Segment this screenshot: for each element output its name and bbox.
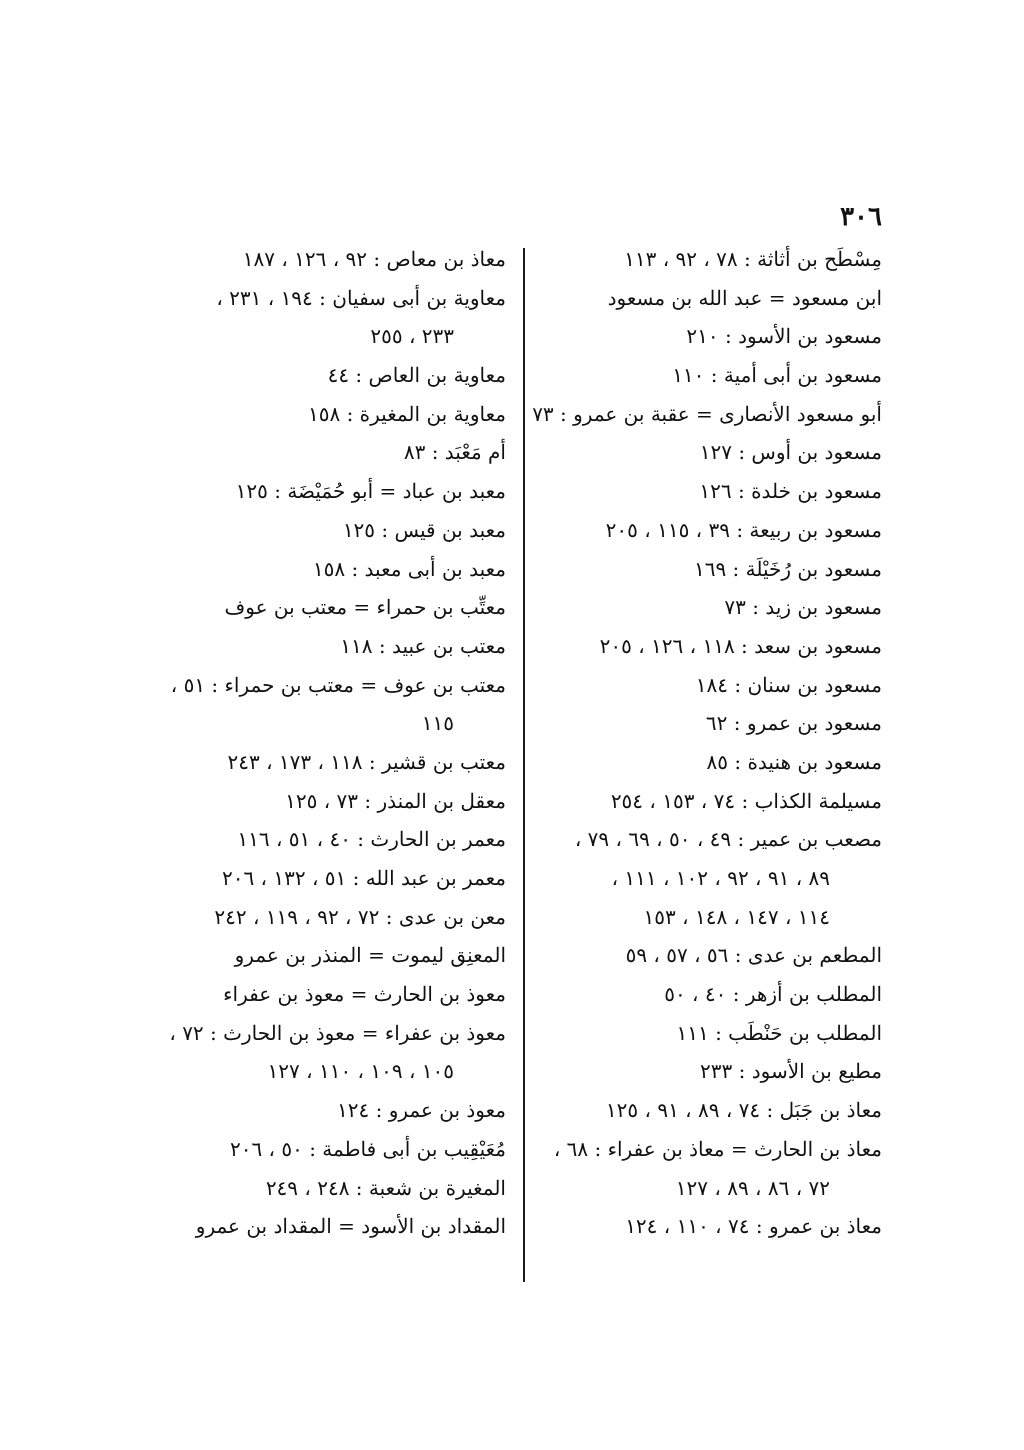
index-entry: معوذ بن الحارث = معوذ بن عفراء xyxy=(223,982,506,1007)
index-entry: ابن مسعود = عبد الله بن مسعود xyxy=(607,285,882,310)
index-entry: معقل بن المنذر : ٧٣ ، ١٢٥ xyxy=(285,788,506,813)
index-entry: المطعم بن عدى : ٥٦ ، ٥٧ ، ٥٩ xyxy=(625,943,882,968)
index-entry: معبد بن عباد = أبو حُمَيْضَة : ١٢٥ xyxy=(235,479,506,504)
index-entry: المطلب بن أزهر : ٤٠ ، ٥٠ xyxy=(664,982,882,1007)
index-entry: معمر بن الحارث : ٤٠ ، ٥١ ، ١١٦ xyxy=(237,827,506,852)
index-entry: مسعود بن هنيدة : ٨٥ xyxy=(706,749,882,774)
index-entry: معوذ بن عمرو : ١٢٤ xyxy=(337,1098,506,1123)
index-entry: معاذ بن الحارث = معاذ بن عفراء : ٦٨ ، xyxy=(553,1136,882,1161)
index-entry: مسعود بن سعد : ١١٨ ، ١٢٦ ، ٢٠٥ xyxy=(599,633,882,658)
index-entry: مِسْطَح بن أثاثة : ٧٨ ، ٩٢ ، ١١٣ xyxy=(624,247,882,271)
index-entry: مسعود بن زيد : ٧٣ xyxy=(724,595,882,620)
index-entry: مسعود بن الأسود : ٢١٠ xyxy=(686,324,882,349)
page-number: ٣٠٦ xyxy=(840,202,882,232)
index-entry: مصعب بن عمير : ٤٩ ، ٥٠ ، ٦٩ ، ٧٩ ، xyxy=(574,827,882,852)
index-entry: معتب بن عبيد : ١١٨ xyxy=(340,633,506,658)
index-entry: معتِّب بن حمراء = معتب بن عوف xyxy=(224,595,506,620)
index-entry: معتب بن قشير : ١١٨ ، ١٧٣ ، ٢٤٣ xyxy=(227,749,506,774)
index-entry: معمر بن عبد الله : ٥١ ، ١٣٢ ، ٢٠٦ xyxy=(221,866,506,890)
index-entry: المطلب بن حَنْطَب : ١١١ xyxy=(676,1020,882,1045)
index-column-left xyxy=(160,240,506,1246)
index-entry: معوذ بن عفراء = معوذ بن الحارث : ٧٢ ، xyxy=(169,1020,506,1045)
index-entry: معبد بن قيس : ١٢٥ xyxy=(342,517,506,542)
index-entry: مُعَيْقِيب بن أبى فاطمة : ٥٠ ، ٢٠٦ xyxy=(229,1136,506,1161)
index-entry: معبد بن أبى معبد : ١٥٨ xyxy=(312,556,506,581)
index-entry: أبو مسعود الأنصارى = عقبة بن عمرو : ٧٣ xyxy=(532,401,882,426)
index-entry: مسعود بن عمرو : ٦٢ xyxy=(705,711,882,736)
index-entry: أم مَعْبَد : ٨٣ xyxy=(403,440,506,465)
index-entry-continuation: ١٠٥ ، ١٠٩ ، ١١٠ ، ١٢٧ xyxy=(267,1059,454,1084)
index-entry-continuation: ٧٢ ، ٨٦ ، ٨٩ ، ١٢٧ xyxy=(675,1175,830,1200)
index-entry: مسعود بن ربيعة : ٣٩ ، ١١٥ ، ٢٠٥ xyxy=(605,517,882,542)
index-column-right xyxy=(532,240,882,1246)
column-divider xyxy=(523,248,525,1282)
index-entry: مسيلمة الكذاب : ٧٤ ، ١٥٣ ، ٢٥٤ xyxy=(610,788,882,813)
index-entry: مسعود بن أبى أمية : ١١٠ xyxy=(672,363,882,388)
index-entry: معاوية بن العاص : ٤٤ xyxy=(327,363,506,388)
index-entry: مطيع بن الأسود : ٢٣٣ xyxy=(700,1059,882,1084)
index-entry-continuation: ١١٥ xyxy=(421,711,454,736)
index-entry: معاوية بن أبى سفيان : ١٩٤ ، ٢٣١ ، xyxy=(216,285,506,310)
index-entry-continuation: ١١٤ ، ١٤٧ ، ١٤٨ ، ١٥٣ xyxy=(643,904,830,929)
index-entry: معاذ بن معاص : ٩٢ ، ١٢٦ ، ١٨٧ xyxy=(242,247,506,271)
index-entry: معتب بن عوف = معتب بن حمراء : ٥١ ، xyxy=(170,672,506,697)
index-entry-continuation: ٨٩ ، ٩١ ، ٩٢ ، ١٠٢ ، ١١١ ، xyxy=(611,866,830,890)
index-entry: المغيرة بن شعبة : ٢٤٨ ، ٢٤٩ xyxy=(265,1175,506,1200)
index-entry: مسعود بن خلدة : ١٢٦ xyxy=(699,479,882,504)
index-entry-continuation: ٢٣٣ ، ٢٥٥ xyxy=(370,324,454,349)
index-entry: معن بن عدى : ٧٢ ، ٩٢ ، ١١٩ ، ٢٤٢ xyxy=(214,904,506,929)
index-entry: معاذ بن جَبَل : ٧٤ ، ٨٩ ، ٩١ ، ١٢٥ xyxy=(605,1098,882,1123)
index-entry: مسعود بن رُخَيْلَة : ١٦٩ xyxy=(693,556,882,581)
index-entry: مسعود بن أوس : ١٢٧ xyxy=(699,440,882,465)
index-entry: مسعود بن سنان : ١٨٤ xyxy=(695,672,882,697)
index-entry: معاوية بن المغيرة : ١٥٨ xyxy=(307,401,506,426)
index-entry: المقداد بن الأسود = المقداد بن عمرو xyxy=(195,1214,506,1239)
index-entry: المعنِق ليموت = المنذر بن عمرو xyxy=(234,943,506,968)
index-entry: معاذ بن عمرو : ٧٤ ، ١١٠ ، ١٢٤ xyxy=(625,1214,882,1239)
